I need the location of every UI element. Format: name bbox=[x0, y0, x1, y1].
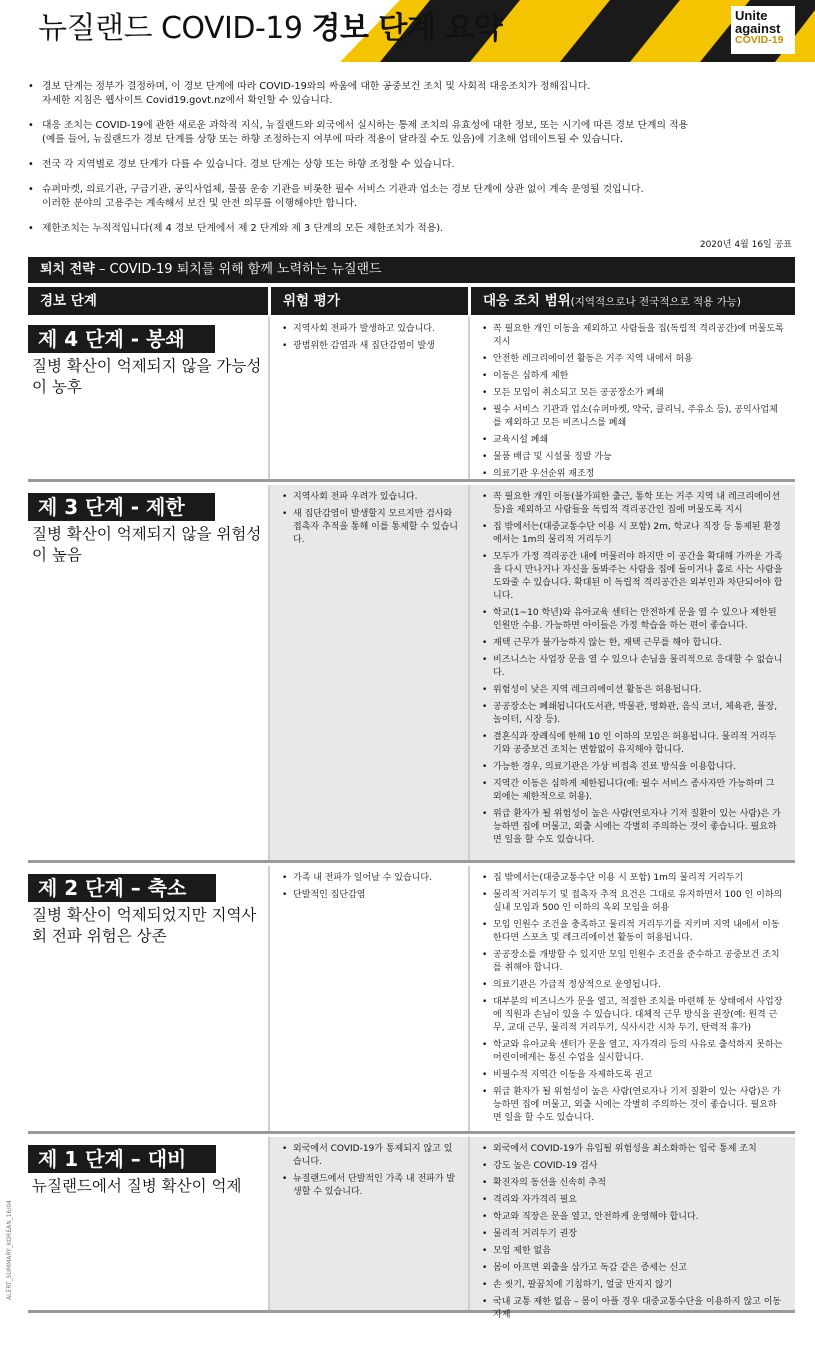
unite-against-covid-logo: Unite against COVID-19 bbox=[731, 6, 795, 54]
bullet-item: • 광범위한 감염과 새 집단감염이 발생 bbox=[280, 340, 460, 353]
alert-level-row bbox=[28, 485, 795, 863]
bullet-item: • 몸이 아프면 외출을 삼가고 독감 같은 증세는 신고 bbox=[480, 1262, 785, 1275]
bullet-item: • 집 밖에서는(대중교통수단 이용 시 포함) 2m, 학교나 직장 등 통제된 환경에서는 1m의 물리적 거리두기 bbox=[480, 521, 785, 547]
publish-date: 2020년 4월 16일 공표 bbox=[699, 240, 792, 250]
bullet-item: • 필수 서비스 기관과 업소(슈퍼마켓, 약국, 클리닉, 주유소 등), 공익사업체를 제외하고 모든 비즈니스를 폐쇄 bbox=[480, 404, 785, 430]
level-info bbox=[28, 1137, 268, 1310]
risk-assessment bbox=[268, 485, 468, 860]
level-title: 제 1 단계 – 대비 bbox=[28, 1145, 216, 1173]
level-title: 제 2 단계 – 축소 bbox=[28, 874, 216, 902]
level-title: 제 3 단계 - 제한 bbox=[28, 493, 215, 521]
bullet-item: • 안전한 레크리에이션 활동은 거주 지역 내에서 허용 bbox=[480, 353, 785, 366]
bullet-item: • 지역사회 전파가 발생하고 있습니다. bbox=[280, 323, 460, 336]
bullet-item: • 집 밖에서는(대중교통수단 이용 시 포함) 1m의 물리적 거리두기 bbox=[480, 872, 785, 885]
bullet-item: • 강도 높은 COVID-19 검사 bbox=[480, 1160, 785, 1173]
bullet-item: • 꼭 필요한 개인 이동을 제외하고 사람들을 집(독립적 격리공간)에 머물도록 지시 bbox=[480, 323, 785, 349]
bullet-item: • 단발적인 집단감염 bbox=[280, 889, 460, 902]
intro-item: • 슈퍼마켓, 의료기관, 구급기관, 공익사업체, 물품 운송 기관을 비롯한 필수 서비스 기관과 업소는 경보 단계에 상관 없이 계속 운영될 것입니다. 이러한 분야의 고용주는 계속해서 보건 및 안전 의무를 이행해야만 합니다. bbox=[28, 183, 798, 211]
level-description: 질병 확산이 억제되지 않을 위험성이 높음 bbox=[32, 525, 262, 564]
bullet-item: • 학교와 유아교육 센터가 문을 열고, 자가격리 등의 사유로 출석하지 못하는 어린이에게는 통신 수업을 실시합니다. bbox=[480, 1039, 785, 1065]
bullet-item: • 공공장소는 폐쇄됩니다(도서관, 박물관, 영화관, 음식 코너, 체육관, 풀장, 놀이터, 시장 등). bbox=[480, 701, 785, 727]
bullet-item: • 뉴질랜드에서 단발적인 가족 내 전파가 발생할 수 있습니다. bbox=[280, 1173, 460, 1199]
bullet-item: • 모든 모임이 취소되고 모든 공공장소가 폐쇄 bbox=[480, 387, 785, 400]
bullet-item: • 손 씻기, 팔꿈치에 기침하기, 얼굴 만지지 않기 bbox=[480, 1279, 785, 1292]
measures-list bbox=[468, 485, 795, 860]
bullet-item: • 격리와 자가격리 필요 bbox=[480, 1194, 785, 1207]
bullet-item: • 확진자의 동선을 신속히 추적 bbox=[480, 1177, 785, 1190]
bullet-item: • 위험성이 낮은 지역 레크리에이션 활동은 허용됩니다. bbox=[480, 684, 785, 697]
level-info bbox=[28, 485, 268, 860]
bullet-item: • 새 집단감염이 발생할지 모르지만 검사와 접촉자 추적을 통해 이를 통제할 수 있습니다. bbox=[280, 508, 460, 547]
level-description: 질병 확산이 억제되었지만 지역사회 전파 위험은 상존 bbox=[32, 906, 257, 945]
bullet-item: • 물리적 거리두기 및 접촉자 추적 요건은 그대로 유지하면서 100 인 이하의 실내 모임과 500 인 이하의 옥외 모임을 허용 bbox=[480, 889, 785, 915]
bullet-item: • 공공장소를 개방할 수 있지만 모임 인원수 조건을 준수하고 공중보건 조치를 취해야 합니다. bbox=[480, 949, 785, 975]
bullet-item: • 위급 환자가 될 위험성이 높은 사람(연로자나 기저 질환이 있는 사람)은 가능하면 집에 머물고, 외출 시에는 각별히 주의하는 것이 좋습니다. 필요하면 일을 할 수도 있습니다. bbox=[480, 1086, 785, 1125]
header-risk: 위험 평가 bbox=[271, 287, 468, 315]
bullet-item: • 위급 환자가 될 위험성이 높은 사람(연로자나 기저 질환이 있는 사람)은 가능하면 집에 머물고, 외출 시에는 각별히 주의하는 것이 좋습니다. 필요하면 일을 할 수도 있습니다. bbox=[480, 808, 785, 847]
title-light: 뉴질랜드 COVID-19 bbox=[38, 11, 312, 46]
strategy-label: 퇴치 전략 bbox=[40, 262, 95, 277]
alert-level-row bbox=[28, 317, 795, 482]
bullet-item: • 지역간 이동은 심하게 제한됩니다(예: 필수 서비스 종사자만 가능하며 그 외에는 제한적으로 허용). bbox=[480, 778, 785, 804]
level-description: 질병 확산이 억제되지 않을 가능성이 농후 bbox=[32, 357, 262, 396]
measures-list bbox=[468, 317, 795, 479]
bullet-item: • 대부분의 비즈니스가 문을 열고, 적절한 조치를 마련해 둔 상태에서 사업장에 직원과 손님이 있을 수 있습니다. 대체적 근무 방식을 권장(예: 원격 근무, 교대 근무, 물리적 거리두기, 식사시간 시차 두기, 탄력적 휴가) bbox=[480, 996, 785, 1035]
bullet-item: • 비즈니스는 사업장 문을 열 수 있으나 손님을 물리적으로 응대할 수 없습니다. bbox=[480, 654, 785, 680]
bullet-item: • 비필수적 지역간 이동을 자제하도록 권고 bbox=[480, 1069, 785, 1082]
level-description: 뉴질랜드에서 질병 확산이 억제 bbox=[32, 1177, 242, 1195]
strategy-bar bbox=[28, 257, 795, 283]
bullet-item: • 외국에서 COVID-19가 유입될 위험성을 최소화하는 입국 통제 조치 bbox=[480, 1143, 785, 1156]
intro-item: • 경보 단계는 정부가 결정하며, 이 경보 단계에 따라 COVID-19와의 싸움에 대한 공중보건 조치 및 사회적 대응조치가 정해집니다. 자세한 지침은 웹사이트 Covid19.govt.nz에서 확인할 수 있습니다. bbox=[28, 80, 798, 108]
bullet-item: • 학교와 직장은 문을 열고, 안전하게 운영해야 합니다. bbox=[480, 1211, 785, 1224]
bullet-item: • 의료기관은 가급적 정상적으로 운영됩니다. bbox=[480, 979, 785, 992]
intro-item: • 전국 각 지역별로 경보 단계가 다를 수 있습니다. 경보 단계는 상향 또는 하향 조정할 수 있습니다. bbox=[28, 158, 798, 172]
header-measures: 대응 조치 범위(지역적으로나 전국적으로 적용 가능) bbox=[471, 287, 795, 315]
level-info bbox=[28, 866, 268, 1131]
measures-list bbox=[468, 866, 795, 1131]
bullet-item: • 국내 교통 제한 없음 – 몸이 아플 경우 대중교통수단을 이용하지 않고 이동 자제 bbox=[480, 1296, 785, 1322]
risk-assessment bbox=[268, 317, 468, 479]
risk-assessment bbox=[268, 1137, 468, 1310]
bullet-item: • 의료기관 우선순위 재조정 bbox=[480, 468, 785, 481]
bullet-item: • 지역사회 전파 우려가 있습니다. bbox=[280, 491, 460, 504]
bullet-item: • 결혼식과 장례식에 한해 10 인 이하의 모임은 허용됩니다. 물리적 거리두기와 공중보건 조치는 변함없이 유지해야 합니다. bbox=[480, 731, 785, 757]
bullet-item: • 꼭 필요한 개인 이동(불가피한 출근, 통학 또는 거주 지역 내 레크리에이션 등)을 제외하고 사람들을 독립적 격리공간인 집에 머물도록 지시 bbox=[480, 491, 785, 517]
intro-notes bbox=[28, 80, 798, 247]
bullet-item: • 학교(1~10 학년)와 유아교육 센터는 안전하게 문을 열 수 있으나 제한된 인원만 수용. 가능하면 아이들은 가정 학습을 하는 편이 좋습니다. bbox=[480, 607, 785, 633]
bullet-item: • 모임 제한 없음 bbox=[480, 1245, 785, 1258]
bullet-item: • 교육시설 폐쇄 bbox=[480, 434, 785, 447]
strategy-text: – COVID-19 퇴치를 위해 함께 노력하는 뉴질랜드 bbox=[94, 262, 382, 277]
header-banner bbox=[0, 0, 815, 62]
document-code: ALERT_SUMMARY_KOREAN_16/04 bbox=[6, 1200, 13, 1300]
intro-item: • 제한조치는 누적적입니다(제 4 경보 단계에서 제 2 단계와 제 3 단계의 모든 제한조치가 적용). bbox=[28, 222, 798, 236]
title-bold: 경보 단계 요약 bbox=[311, 11, 503, 46]
page-title bbox=[38, 8, 502, 50]
bullet-item: • 외국에서 COVID-19가 통제되지 않고 있습니다. bbox=[280, 1143, 460, 1169]
risk-assessment bbox=[268, 866, 468, 1131]
bullet-item: • 가족 내 전파가 일어날 수 있습니다. bbox=[280, 872, 460, 885]
bullet-item: • 모두가 가정 격리공간 내에 머물러야 하지만 이 공간을 확대해 가까운 가족을 다시 만나거나 자신을 돌봐주는 사람을 집에 들이거나 홀로 사는 사람을 도와줄 수 있습니다. 확대된 이 독립적 격리공간은 외부인과 차단되어야 합니다. bbox=[480, 551, 785, 603]
bullet-item: • 가능한 경우, 의료기관은 가상 비접촉 진료 방식을 이용합니다. bbox=[480, 761, 785, 774]
level-info bbox=[28, 317, 268, 479]
bullet-item: • 이동은 심하게 제한 bbox=[480, 370, 785, 383]
table-header bbox=[28, 287, 795, 315]
alert-level-row bbox=[28, 866, 795, 1134]
bullet-item: • 모임 인원수 조건을 충족하고 물리적 거리두기를 지키며 지역 내에서 이동한다면 스포츠 및 레크리에이션 활동이 허용됩니다. bbox=[480, 919, 785, 945]
bullet-item: • 물품 배급 및 시설물 징발 가능 bbox=[480, 451, 785, 464]
intro-item: • 대응 조치는 COVID-19에 관한 새로운 과학적 지식, 뉴질랜드와 외국에서 실시하는 통제 조치의 유효성에 대한 정보, 또는 시기에 따른 경보 단계의 적용 (예를 들어, 뉴질랜드가 경보 단계를 상향 또는 하향 조정하는지 여부에 따라 적용이 달라질 수도 있음)에 기초해 업데이트될 수 있습니다. bbox=[28, 119, 798, 147]
measures-list bbox=[468, 1137, 795, 1320]
bullet-item: • 물리적 거리두기 권장 bbox=[480, 1228, 785, 1241]
bullet-item: • 재택 근무가 불가능하지 않는 한, 재택 근무를 해야 합니다. bbox=[480, 637, 785, 650]
header-alert-level: 경보 단계 bbox=[28, 287, 268, 315]
alert-level-row bbox=[28, 1137, 795, 1320]
level-title: 제 4 단계 - 봉쇄 bbox=[28, 325, 215, 353]
